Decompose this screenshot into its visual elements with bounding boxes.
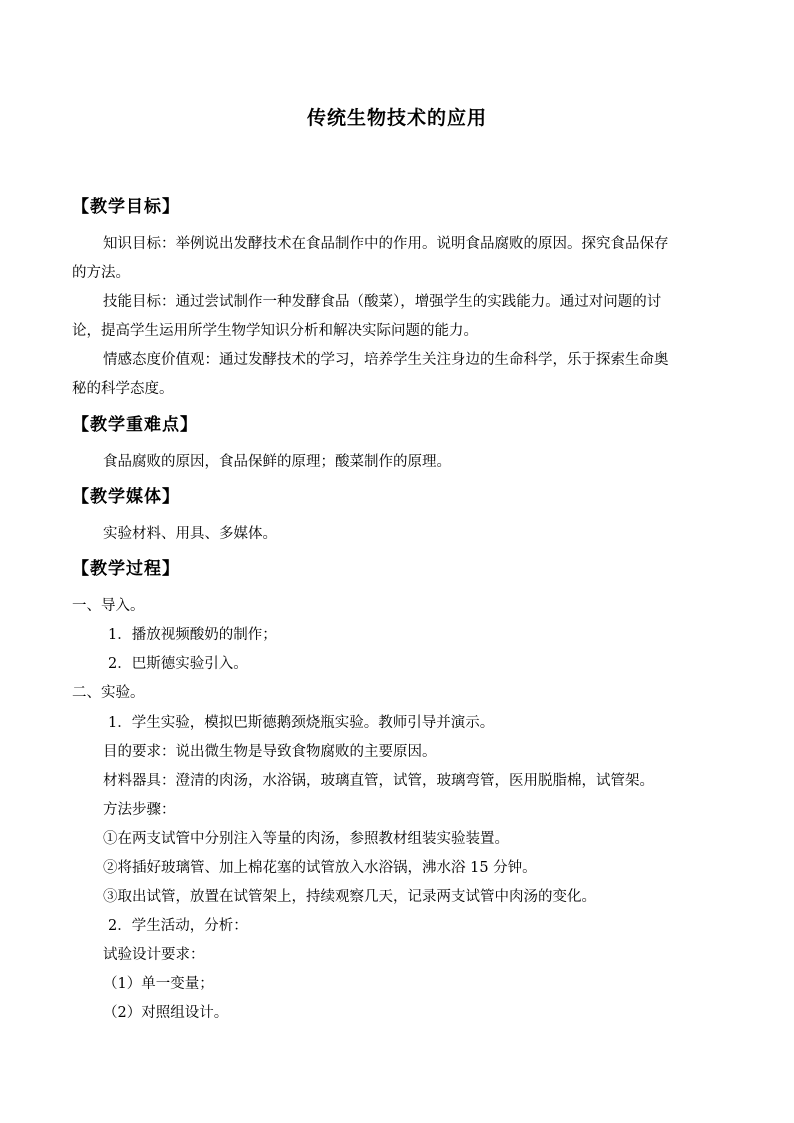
process-part1-item2: 2．巴斯德实验引入。 (108, 656, 248, 672)
heading-media: 【教学媒体】 (72, 487, 180, 507)
process-design-label: 试验设计要求： (103, 947, 205, 963)
document-title: 传统生物技术的应用 (306, 107, 487, 129)
heading-keypoints: 【教学重难点】 (72, 415, 198, 435)
process-part1-item1: 1．播放视频酸奶的制作； (108, 627, 277, 643)
heading-process: 【教学过程】 (72, 559, 180, 579)
heading-objectives: 【教学目标】 (72, 197, 180, 217)
objectives-knowledge-line1: 知识目标：举例说出发酵技术在食品制作中的作用。说明食品腐败的原因。探究食品保存 (103, 236, 669, 252)
process-part2: 二、实验。 (72, 685, 145, 701)
process-part1: 一、导入。 (72, 598, 145, 614)
process-materials: 材料器具：澄清的肉汤，水浴锅，玻璃直管，试管，玻璃弯管，医用脱脂棉，试管架。 (103, 773, 654, 789)
objectives-attitude-line2: 秘的科学态度。 (72, 381, 174, 397)
process-step2: ②将插好玻璃管、加上棉花塞的试管放入水浴锅，沸水浴 15 分钟。 (103, 860, 537, 876)
objectives-skill-line2: 论，提高学生运用所学生物学知识分析和解决实际问题的能力。 (72, 323, 478, 339)
process-part2-item1: 1．学生实验，模拟巴斯德鹅颈烧瓶实验。教师引导并演示。 (108, 715, 495, 731)
process-req1: （1）单一变量； (103, 976, 214, 992)
process-step3: ③取出试管，放置在试管架上，持续观察几天，记录两支试管中肉汤的变化。 (103, 889, 596, 905)
process-step1: ①在两支试管中分别注入等量的肉汤，参照教材组装实验装置。 (103, 831, 509, 847)
process-steps-label: 方法步骤： (103, 802, 176, 818)
objectives-attitude-line1: 情感态度价值观：通过发酵技术的学习，培养学生关注身边的生命科学，乐于探索生命奥 (103, 352, 669, 368)
objectives-skill-line1: 技能目标：通过尝试制作一种发酵食品（酸菜），增强学生的实践能力。通过对问题的讨 (103, 294, 662, 310)
objectives-knowledge-line2: 的方法。 (72, 265, 130, 281)
process-goal: 目的要求：说出微生物是导致食物腐败的主要原因。 (103, 744, 437, 760)
process-part2-item2: 2．学生活动，分析： (108, 918, 248, 934)
keypoints-text: 食品腐败的原因，食品保鲜的原理；酸菜制作的原理。 (103, 454, 451, 470)
media-text: 实验材料、用具、多媒体。 (103, 526, 277, 542)
process-req2: （2）对照组设计。 (103, 1005, 229, 1021)
